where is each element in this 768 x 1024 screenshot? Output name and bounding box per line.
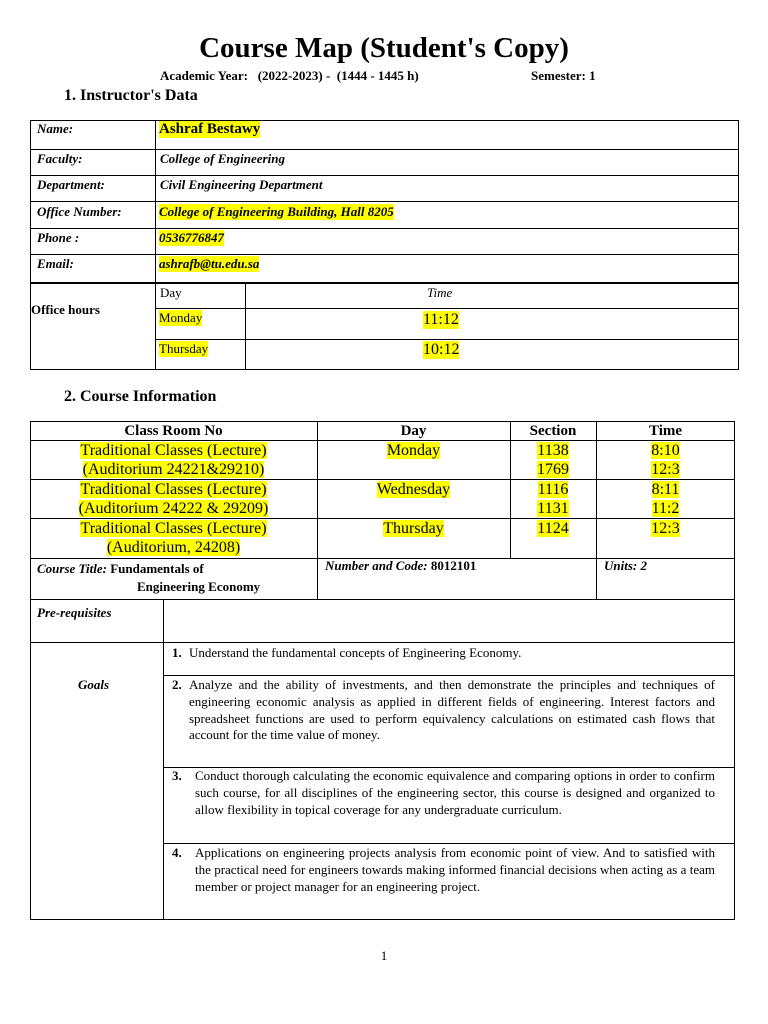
- class-day: Monday: [386, 442, 441, 459]
- course-title-label: Course Title: [37, 561, 103, 576]
- semester: Semester: 1: [531, 68, 596, 83]
- number-code-label: Number and Code:: [325, 558, 428, 573]
- class-time: 12:3: [651, 520, 680, 537]
- office-hours-time: 11:12: [423, 311, 459, 328]
- class-section: 1138: [537, 442, 569, 459]
- class-section: 1116: [537, 481, 569, 498]
- room-line: (Auditorium 24222 & 29209): [78, 500, 269, 517]
- class-time: 8:10: [651, 442, 680, 459]
- office-hours-time: 10:12: [423, 341, 460, 358]
- class-section: 1769: [537, 461, 569, 478]
- units-value: Units: 2: [604, 558, 647, 573]
- office-hours-label: Office hours: [31, 302, 100, 317]
- room-line: (Auditorium 24221&29210): [82, 461, 265, 478]
- goal-number: 3.: [172, 768, 182, 783]
- course-title-value: Engineering Economy: [137, 579, 261, 594]
- office-hours-day-header: Day: [160, 285, 182, 300]
- room-header: Class Room No: [124, 423, 223, 439]
- table-row: [30, 519, 317, 557]
- office-number-value: College of Engineering Building, Hall 8205: [159, 204, 394, 219]
- office-hours-day: Monday: [159, 310, 203, 325]
- time-header: Time: [648, 423, 683, 439]
- goal-number: 4.: [172, 845, 182, 860]
- goal-text: Conduct thorough calculating the economic equivalence and comparing options in order to confirm such course, for all disciplines of the engineering sector, this course is designed and organized to allow flexibility in topical coverage for any undergraduate curriculum.: [195, 768, 715, 817]
- department-label: Department:: [37, 177, 105, 192]
- class-time: 12:3: [651, 461, 680, 478]
- number-code-value: 8012101: [430, 558, 477, 573]
- room-line: Traditional Classes (Lecture): [80, 481, 267, 498]
- email-value: ashrafb@tu.edu.sa: [159, 256, 260, 271]
- class-time: 8:11: [651, 481, 680, 498]
- goal-text: Understand the fundamental concepts of Engineering Economy.: [189, 645, 522, 660]
- room-line: (Auditorium, 24208): [106, 539, 241, 556]
- room-line: Traditional Classes (Lecture): [80, 520, 267, 537]
- name-label: Name:: [37, 121, 74, 136]
- class-section: 1124: [537, 520, 569, 537]
- page-title: Course Map (Student's Copy): [199, 32, 569, 64]
- prerequisites-label: Pre-requisites: [37, 605, 112, 620]
- day-header: Day: [400, 423, 427, 439]
- goal-text: Analyze and the ability of investments, and then demonstrate the principles and techniques of engineering economic analysis as applied in different fields of engineering. Interest factors and spreadsheet functions are used to perform equivalency calculations on estimated cash flows that account for the time value of money.: [189, 677, 715, 743]
- faculty-value: College of Engineering: [160, 151, 285, 166]
- goals-label: Goals: [78, 677, 110, 692]
- class-time: 11:2: [651, 500, 680, 517]
- table-row: [30, 441, 317, 479]
- academic-year: Academic Year: (2022-2023) - (1444 - 1445 h): [160, 68, 419, 83]
- phone-value: 0536776847: [159, 230, 224, 245]
- phone-label: Phone :: [37, 230, 80, 245]
- name-value: Ashraf Bestawy: [159, 121, 261, 137]
- goal-text: Applications on engineering projects analysis from economic point of view. And to satisfied with the practical need for engineers towards making informed financial decisions when acting as a team member or project manager for an engineering project.: [195, 845, 715, 894]
- email-label: Email:: [37, 256, 74, 271]
- office-hours-day: Thursday: [159, 341, 209, 356]
- page-number: 1: [380, 948, 388, 963]
- department-value: Civil Engineering Department: [160, 177, 323, 192]
- instructor-section-title: 1. Instructor's Data: [64, 87, 198, 104]
- goal-number: 1.: [172, 645, 182, 660]
- table-row: [30, 480, 317, 518]
- faculty-label: Faculty:: [37, 151, 83, 166]
- room-line: Traditional Classes (Lecture): [80, 442, 267, 459]
- class-day: Thursday: [383, 520, 444, 537]
- class-section: 1131: [537, 500, 569, 517]
- class-day: Wednesday: [376, 481, 451, 498]
- goal-number: 2.: [172, 677, 182, 692]
- course-title-value: Fundamentals of: [110, 561, 204, 576]
- office-hours-time-header: Time: [427, 285, 453, 300]
- office-number-label: Office Number:: [37, 204, 122, 219]
- course-section-title: 2. Course Information: [64, 388, 217, 405]
- section-header: Section: [529, 423, 577, 439]
